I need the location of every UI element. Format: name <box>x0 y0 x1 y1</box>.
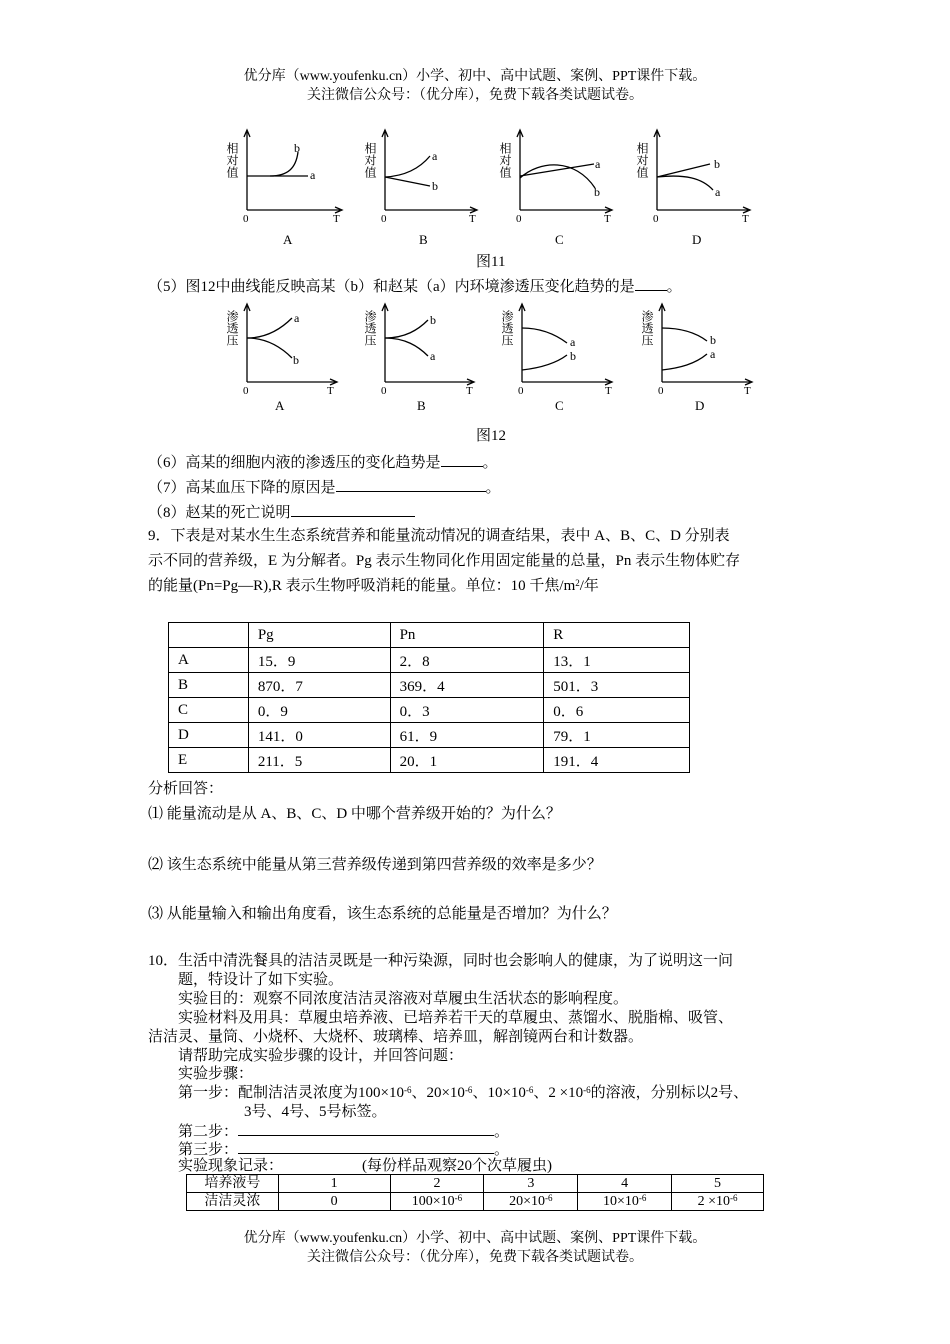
fig11-a-xlabel: T <box>333 213 340 225</box>
q9-unit-exponent: 2 <box>575 578 580 588</box>
fig12-b-origin: 0 <box>381 385 387 397</box>
table-cell: 0．6 <box>544 698 690 723</box>
fig11-b-curve-a <box>385 156 430 177</box>
fig11-panel-label-a: A <box>283 232 293 247</box>
fig11-b-label-a: a <box>432 149 438 163</box>
q10-step2-blank[interactable] <box>238 1121 494 1136</box>
q10-step1-d: 、2 ×10 <box>533 1085 584 1101</box>
table-cell: 61．9 <box>390 723 544 748</box>
q9-analysis: 分析回答： <box>148 781 224 797</box>
q10-record: 实验现象记录： <box>178 1158 284 1174</box>
fig11-b-label-b: b <box>432 179 438 193</box>
fig11-a-label-b: b <box>294 141 300 155</box>
fig12-panel-a <box>244 304 337 385</box>
fig11-a-origin: 0 <box>243 213 249 225</box>
fig12-a-curve-b <box>247 338 292 358</box>
fig11-c-xlabel: T <box>604 213 611 225</box>
fig11-c-label-b: b <box>594 185 600 199</box>
fig11-panel-label-d: D <box>692 232 702 247</box>
q10-step-1 <box>178 1083 748 1103</box>
table-cell: 2．8 <box>390 648 544 673</box>
fig11-panel-a <box>244 130 342 213</box>
fig12-a-label-a: a <box>294 311 300 325</box>
q10-aim: 实验目的：观察不同浓度洁洁灵溶液对草履虫生活状态的影响程度。 <box>178 991 629 1007</box>
q8-part7-end: 。 <box>485 480 501 496</box>
fig11-d-ylabel: 相对值 <box>635 142 649 178</box>
q10-exp: -6 <box>583 1085 591 1095</box>
fig12-b-label-a: a <box>430 349 436 363</box>
table-row <box>187 1193 764 1211</box>
table-header-row <box>169 623 690 648</box>
table-cell: 0 <box>278 1193 390 1211</box>
table-cell: 洁洁灵浓 <box>187 1193 279 1211</box>
q10-materials-1: 实验材料及用具：草履虫培养液、已培养若干天的草履虫、蒸馏水、脱脂棉、吸管、 <box>178 1010 734 1026</box>
q8-part5 <box>148 276 682 297</box>
fig12-d-label-a: a <box>710 347 716 361</box>
q9-line-3-text: 的能量(Pn=Pg—R),R 表示生物呼吸消耗的能量。单位：10 千焦/m <box>148 578 576 594</box>
q8-part5-text: （5）图12中曲线能反映高某（b）和赵某（a）内环境渗透压变化趋势的是 <box>148 279 635 295</box>
figure-11 <box>210 120 770 250</box>
table-cell <box>484 1193 578 1211</box>
table-cell: 369．4 <box>390 673 544 698</box>
table-cell: 1 <box>278 1175 390 1193</box>
fig11-c-ylabel: 相对值 <box>498 142 512 178</box>
fig12-c-xlabel: T <box>605 385 612 397</box>
q8-part7 <box>148 477 501 498</box>
q10-step-1-line-2: 3号、4号、5号标签。 <box>244 1104 387 1120</box>
concentration-table <box>186 1174 764 1211</box>
fig12-d-curve-a <box>662 354 707 370</box>
conc-value: 20×10 <box>509 1194 546 1209</box>
q9-line-3-unit: /年 <box>579 578 599 594</box>
fig12-a-curve-a <box>247 318 292 338</box>
q8-part5-end: 。 <box>666 279 682 295</box>
energy-flow-table <box>168 622 690 773</box>
fig12-d-xlabel: T <box>744 385 751 397</box>
q8-part8 <box>148 502 415 523</box>
table-cell <box>578 1193 672 1211</box>
fig11-panel-label-c: C <box>555 232 564 247</box>
table-cell: 培养液号 <box>187 1175 279 1193</box>
conc-exp: -6 <box>545 1193 553 1203</box>
footer-line-1: 优分库（www.youfenku.cn）小学、初中、高中试题、案例、PPT课件下载。 <box>243 1231 707 1246</box>
q8-part6 <box>148 452 498 473</box>
fig12-a-xlabel: T <box>327 385 334 397</box>
table-row <box>169 723 690 748</box>
table-cell: 2 <box>390 1175 484 1193</box>
table-cell: 20．1 <box>390 748 544 773</box>
q9-line-3 <box>148 576 599 596</box>
table-row <box>169 698 690 723</box>
q10-step3-label: 第三步： <box>178 1142 239 1158</box>
table-header-cell: Pn <box>390 623 544 648</box>
q10-step3-blank[interactable] <box>238 1139 494 1154</box>
fig12-a-ylabel: 渗透压 <box>225 310 239 346</box>
fig12-panel-label-a: A <box>275 398 285 413</box>
fig11-b-curve-b <box>385 177 430 186</box>
fig11-d-xlabel: T <box>742 213 749 225</box>
q10-materials-2: 洁洁灵、量筒、小烧杯、大烧杯、玻璃棒、培养皿，解剖镜两台和计数器。 <box>148 1029 644 1045</box>
q10-step2-end: 。 <box>494 1124 510 1140</box>
table-cell: C <box>169 698 249 723</box>
fig11-d-curve-b <box>657 164 710 177</box>
q8-part7-text: （7）高某血压下降的原因是 <box>148 480 336 496</box>
table-cell: 79．1 <box>544 723 690 748</box>
fig12-b-ylabel: 渗透压 <box>363 310 377 346</box>
conc-exp: -6 <box>730 1193 738 1203</box>
q8-part6-end: 。 <box>482 455 498 471</box>
q8-part6-blank[interactable] <box>441 452 483 467</box>
table-cell: 13．1 <box>544 648 690 673</box>
fig12-panel-b <box>382 304 474 385</box>
figure-12 <box>210 298 770 418</box>
table-cell: 501．3 <box>544 673 690 698</box>
q10-exp: -6 <box>403 1085 412 1095</box>
fig11-a-label-a: a <box>310 168 316 182</box>
table-row <box>169 673 690 698</box>
conc-exp: -6 <box>454 1193 463 1203</box>
table-header-cell <box>169 623 249 648</box>
q9-line-2: 示不同的营养级，E 为分解者。Pg 表示生物同化作用固定能量的总量，Pn 表示生物体贮存 <box>148 553 741 569</box>
fig12-b-curve-b <box>385 320 428 338</box>
q10-step1-e: 的溶液，分别标以2号、 <box>590 1085 749 1101</box>
fig12-c-origin: 0 <box>518 385 524 397</box>
fig12-d-ylabel: 渗透压 <box>640 310 654 346</box>
table-cell: E <box>169 748 249 773</box>
fig12-b-xlabel: T <box>466 385 473 397</box>
fig11-b-origin: 0 <box>381 213 387 225</box>
q8-part8-blank[interactable] <box>291 502 415 517</box>
fig12-a-origin: 0 <box>243 385 249 397</box>
table-header-cell: Pg <box>248 623 390 648</box>
conc-value: 100×10 <box>411 1194 455 1209</box>
q10-exp: -6 <box>525 1085 534 1095</box>
q9-sub-3: ⑶ 从能量输入和输出角度看，该生态系统的总能量是否增加？为什么？ <box>148 906 617 922</box>
table-cell <box>672 1193 764 1211</box>
table-header-cell: R <box>544 623 690 648</box>
fig12-caption: 图12 <box>476 428 507 444</box>
fig11-panel-c <box>517 130 612 213</box>
fig11-caption: 图11 <box>476 254 506 270</box>
table-row <box>169 648 690 673</box>
fig11-panel-label-b: B <box>419 232 428 247</box>
q8-part7-blank[interactable] <box>336 477 486 492</box>
fig11-c-origin: 0 <box>516 213 522 225</box>
fig12-c-label-b: b <box>570 349 576 363</box>
q10-line-1: 10．生活中清洗餐具的洁洁灵既是一种污染源，同时也会影响人的健康，为了说明这一问 <box>148 953 734 969</box>
table-cell: 191．4 <box>544 748 690 773</box>
q10-step1-b: 、20×10 <box>411 1085 465 1101</box>
fig12-c-ylabel: 渗透压 <box>500 310 514 346</box>
fig11-panel-b <box>382 130 477 213</box>
fig12-c-curve-b <box>522 355 567 370</box>
fig12-panel-label-b: B <box>417 398 426 413</box>
header-line-2: 关注微信公众号：（优分库），免费下载各类试题试卷。 <box>307 88 643 103</box>
fig11-b-ylabel: 相对值 <box>363 142 377 178</box>
fig12-a-label-b: b <box>293 353 299 367</box>
q9-line-1: 9．下表是对某水生生态系统营养和能量流动情况的调查结果，表中 A、B、C、D 分别表 <box>148 528 730 544</box>
q8-part8-text: （8）赵某的死亡说明 <box>148 505 291 521</box>
q8-part5-blank[interactable] <box>635 276 667 291</box>
fig11-d-origin: 0 <box>653 213 659 225</box>
q10-steps-heading: 实验步骤： <box>178 1066 254 1082</box>
fig11-a-curve-b <box>247 152 298 176</box>
table-cell: 870．7 <box>248 673 390 698</box>
fig11-panel-d <box>654 130 750 213</box>
q9-sub-1: ⑴ 能量流动是从 A、B、C、D 中哪个营养级开始的？为什么？ <box>148 806 561 822</box>
fig12-c-label-a: a <box>570 335 576 349</box>
footer-line-2: 关注微信公众号：（优分库），免费下载各类试题试卷。 <box>307 1250 643 1265</box>
conc-value: 2 ×10 <box>697 1194 730 1209</box>
table-cell: 0．9 <box>248 698 390 723</box>
conc-value: 10×10 <box>602 1194 639 1209</box>
table-cell: A <box>169 648 249 673</box>
q9-sub-2: ⑵ 该生态系统中能量从第三营养级传递到第四营养级的效率是多少？ <box>148 857 602 873</box>
q8-part6-text: （6）高某的细胞内液的渗透压的变化趋势是 <box>148 455 441 471</box>
fig12-panel-d <box>659 304 752 385</box>
conc-exp: -6 <box>638 1193 647 1203</box>
fig12-c-curve-a <box>522 328 567 343</box>
fig12-panel-c <box>519 304 612 385</box>
table-cell: 211．5 <box>248 748 390 773</box>
fig11-b-xlabel: T <box>469 213 476 225</box>
q10-line-2: 题，特设计了如下实验。 <box>178 972 344 988</box>
q10-step3-end: 。 <box>494 1142 510 1158</box>
fig12-b-label-b: b <box>430 313 436 327</box>
fig11-d-curve-a <box>657 176 713 190</box>
fig12-d-origin: 0 <box>658 385 664 397</box>
fig12-d-label-b: b <box>710 333 716 347</box>
header-line-1: 优分库（www.youfenku.cn）小学、初中、高中试题、案例、PPT课件下载。 <box>243 69 707 84</box>
table-row <box>187 1175 764 1193</box>
fig11-a-ylabel: 相对值 <box>225 142 239 178</box>
fig11-d-label-b: b <box>714 157 720 171</box>
fig12-b-curve-a <box>385 338 428 356</box>
table-cell: 141．0 <box>248 723 390 748</box>
fig11-c-curve-b <box>520 165 595 188</box>
q10-step2-label: 第二步： <box>178 1124 239 1140</box>
table-cell: B <box>169 673 249 698</box>
table-cell: 3 <box>484 1175 578 1193</box>
fig12-d-curve-b <box>662 328 707 341</box>
table-row <box>169 748 690 773</box>
table-cell <box>390 1193 484 1211</box>
fig12-panel-label-c: C <box>555 398 564 413</box>
q10-exp: -6 <box>464 1085 473 1095</box>
fig12-panel-label-d: D <box>695 398 705 413</box>
q10-record-note: (每份样品观察20个次草履虫) <box>362 1158 552 1174</box>
table-cell: 15．9 <box>248 648 390 673</box>
q10-step1-c: 、10×10 <box>472 1085 526 1101</box>
table-cell: 4 <box>578 1175 672 1193</box>
fig11-d-label-a: a <box>715 185 721 199</box>
q10-step1-a: 第一步：配制洁洁灵浓度为100×10 <box>178 1085 404 1101</box>
fig11-c-label-a: a <box>595 157 601 171</box>
table-cell: 0．3 <box>390 698 544 723</box>
table-cell: D <box>169 723 249 748</box>
table-cell: 5 <box>672 1175 764 1193</box>
q10-help: 请帮助完成实验步骤的设计，并回答问题： <box>178 1048 464 1064</box>
